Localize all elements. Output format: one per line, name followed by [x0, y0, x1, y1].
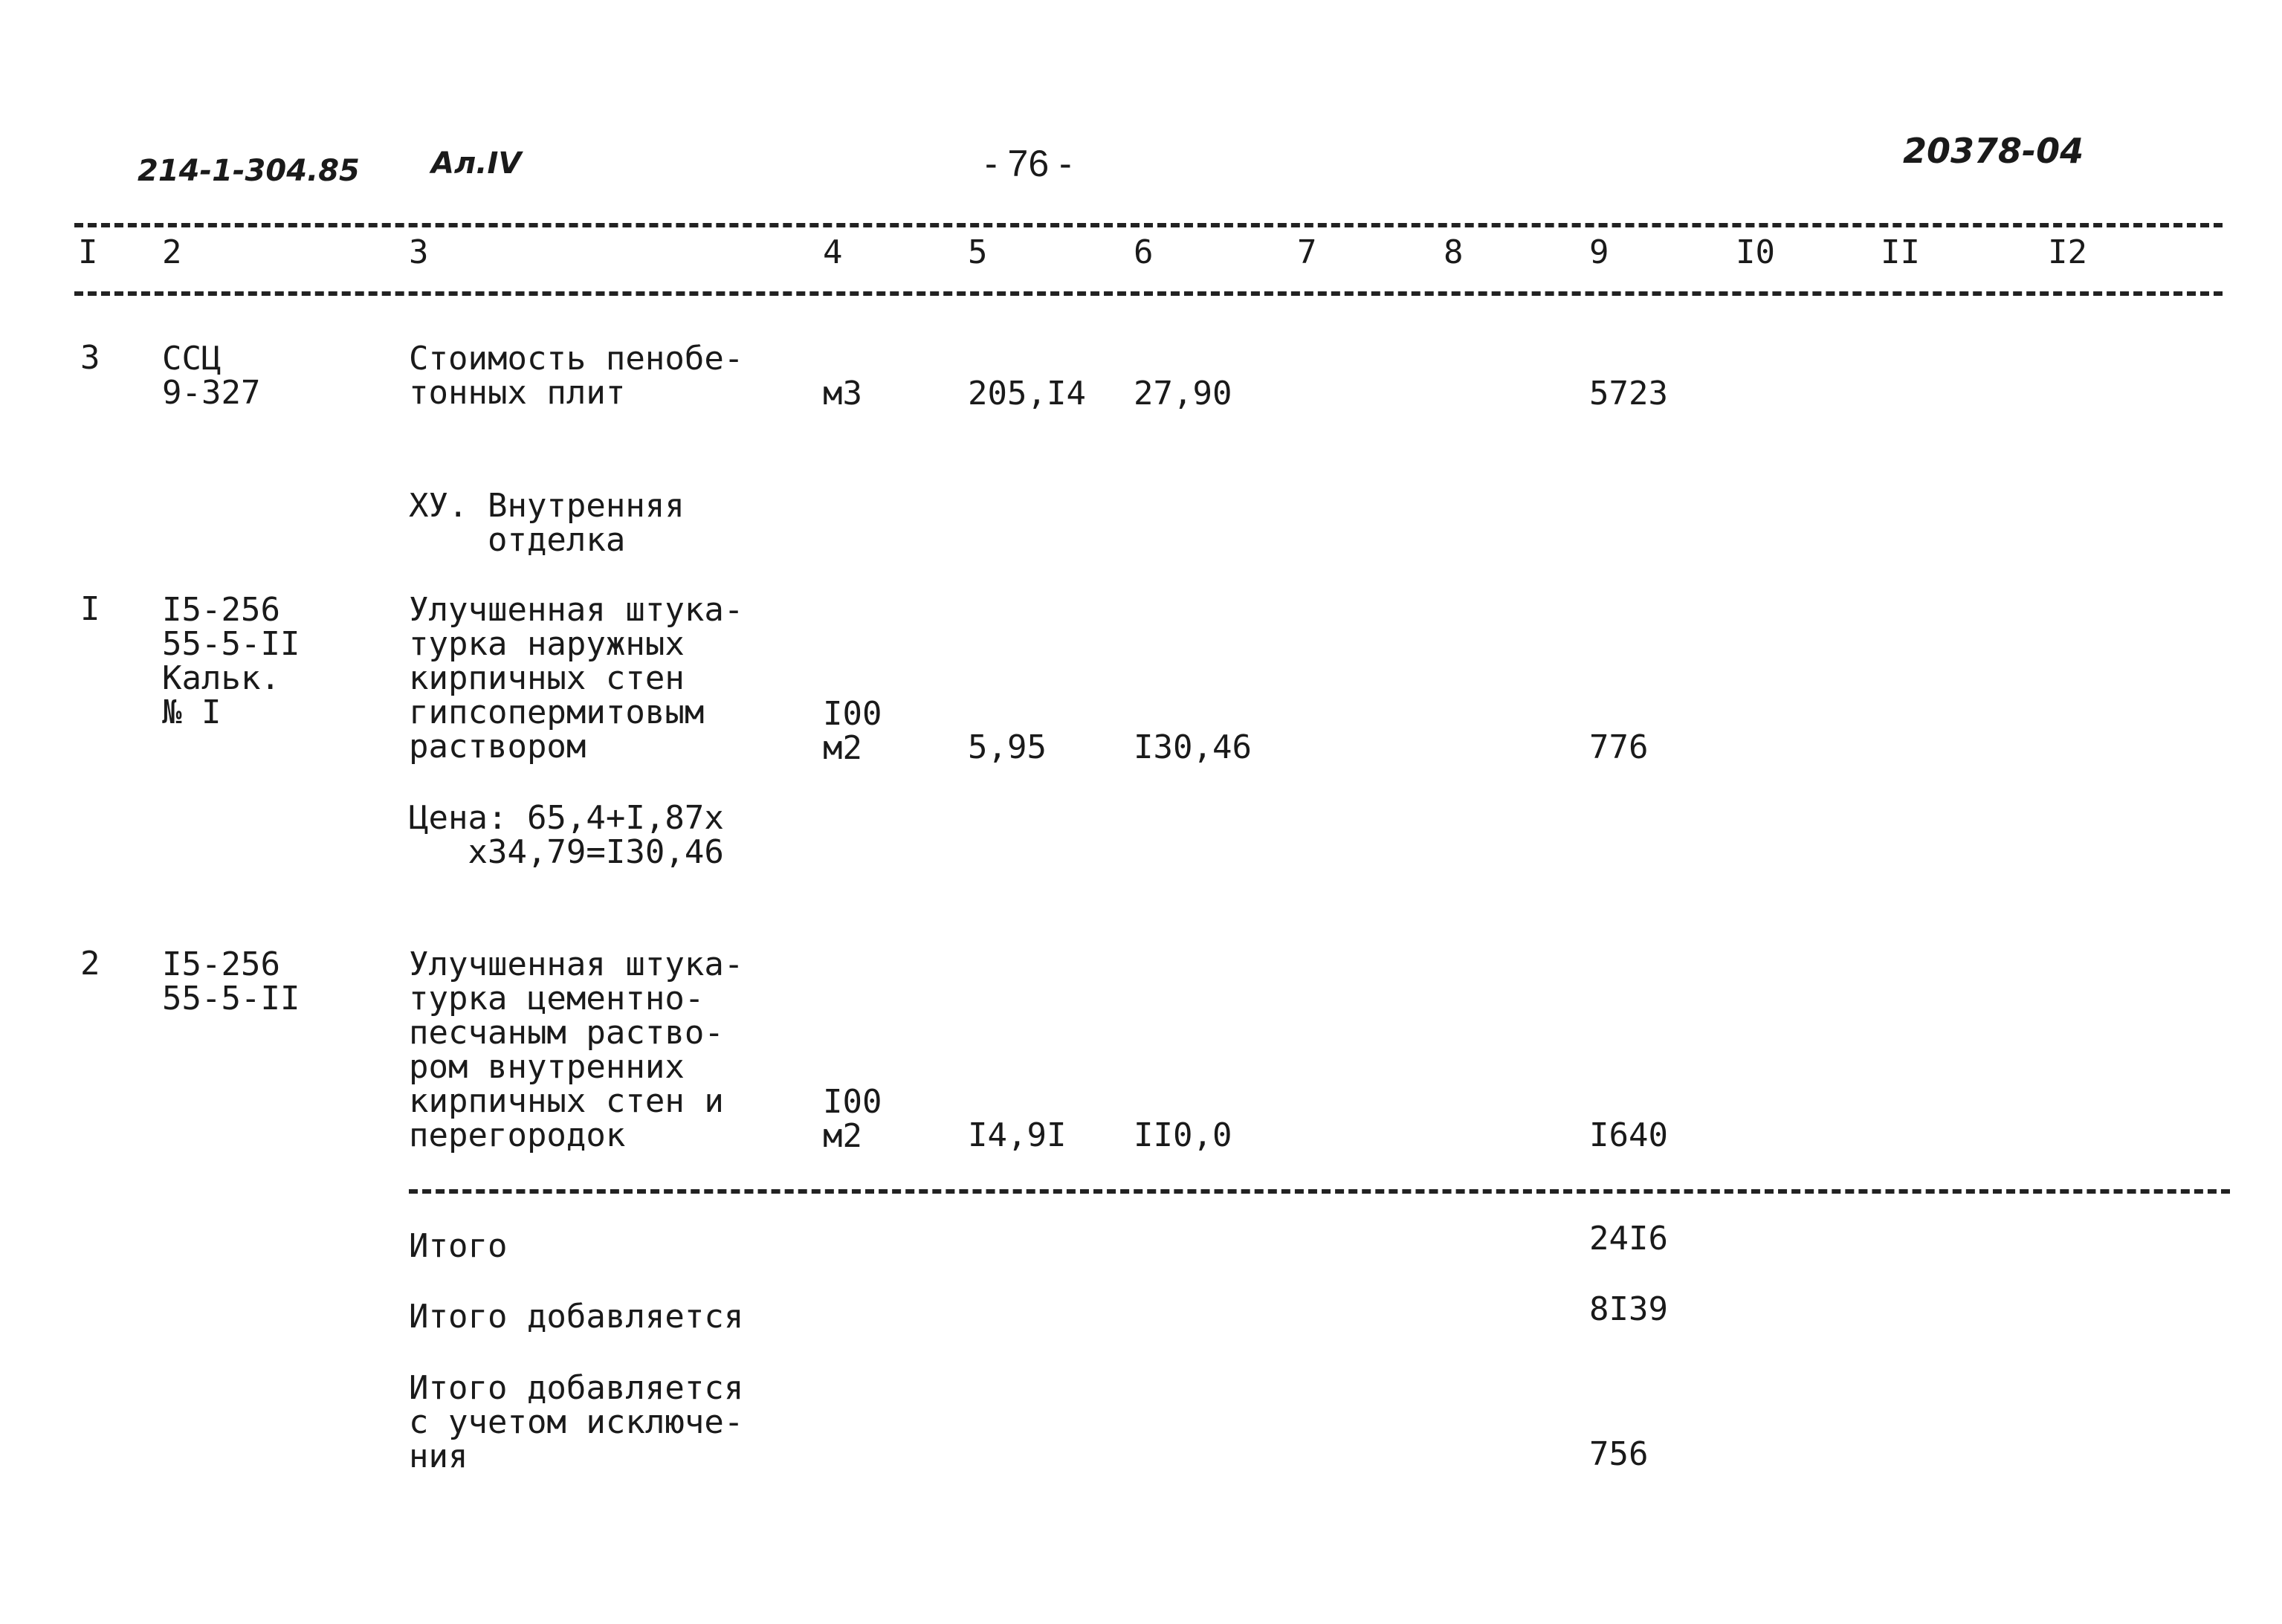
- row-quantity: 205,I4: [968, 375, 1086, 413]
- row-description: Улучшенная штука- турка наружных кирпичных стен гипсопермитовым раствором: [409, 591, 744, 766]
- row-description: Улучшенная штука- турка цементно- песчаным раство- ром внутренних кирпичных стен и перегородок: [409, 945, 744, 1154]
- total-added-label: Итого добавляется: [409, 1298, 744, 1336]
- section-heading: ХУ. Внутренняя отделка: [409, 487, 685, 559]
- col-header-10: I0: [1736, 233, 1775, 271]
- total-added-with-exclusion-value: 756: [1589, 1435, 1649, 1473]
- row-number: 3: [80, 339, 100, 377]
- row-code: I5-256 55-5-II Кальк. № I: [162, 591, 300, 731]
- col-header-4: 4: [823, 233, 843, 271]
- header-rule-top: [74, 223, 2223, 227]
- total-label: Итого: [409, 1227, 508, 1265]
- row-code: I5-256 55-5-II: [162, 945, 300, 1018]
- document-code: 214-1-304.85: [138, 154, 360, 188]
- header-rule-bottom: [74, 291, 2223, 296]
- inventory-stamp: 20378-04: [1903, 131, 2084, 171]
- row-description: Стоимость пенобе- тонных плит: [409, 340, 744, 412]
- row-total: 5723: [1589, 375, 1668, 413]
- price-calculation-note: Цена: 65,4+I,87х х34,79=I30,46: [409, 799, 724, 871]
- row-unit-price: 27,90: [1134, 375, 1232, 413]
- total-added-with-exclusion-label: Итого добавляется с учетом исключе- ния: [409, 1369, 744, 1475]
- row-number: 2: [80, 945, 100, 983]
- totals-separator: [409, 1189, 2230, 1194]
- col-header-8: 8: [1444, 233, 1464, 271]
- page-number: - 76 -: [985, 143, 1072, 184]
- row-unit: м3: [823, 375, 862, 413]
- col-header-1: I: [78, 233, 98, 271]
- row-quantity: 5,95: [968, 728, 1047, 766]
- row-total: I640: [1589, 1116, 1668, 1154]
- row-number: I: [80, 590, 100, 628]
- col-header-9: 9: [1589, 233, 1609, 271]
- col-header-12: I2: [2048, 233, 2087, 271]
- row-unit-price: II0,0: [1134, 1116, 1232, 1154]
- total-added-value: 8I39: [1589, 1290, 1668, 1328]
- row-quantity: I4,9I: [968, 1116, 1067, 1154]
- row-unit-price: I30,46: [1134, 728, 1252, 766]
- col-header-5: 5: [968, 233, 988, 271]
- col-header-3: 3: [409, 233, 429, 271]
- total-value: 24I6: [1589, 1220, 1668, 1258]
- col-header-2: 2: [162, 233, 182, 271]
- row-total: 776: [1589, 728, 1649, 766]
- col-header-6: 6: [1134, 233, 1154, 271]
- col-header-7: 7: [1297, 233, 1317, 271]
- album-marker: Ал.IV: [431, 146, 522, 181]
- row-unit: I00 м2: [823, 1083, 882, 1155]
- col-header-11: II: [1881, 233, 1920, 271]
- row-unit: I00 м2: [823, 695, 882, 767]
- row-code: ССЦ 9-327: [162, 340, 261, 412]
